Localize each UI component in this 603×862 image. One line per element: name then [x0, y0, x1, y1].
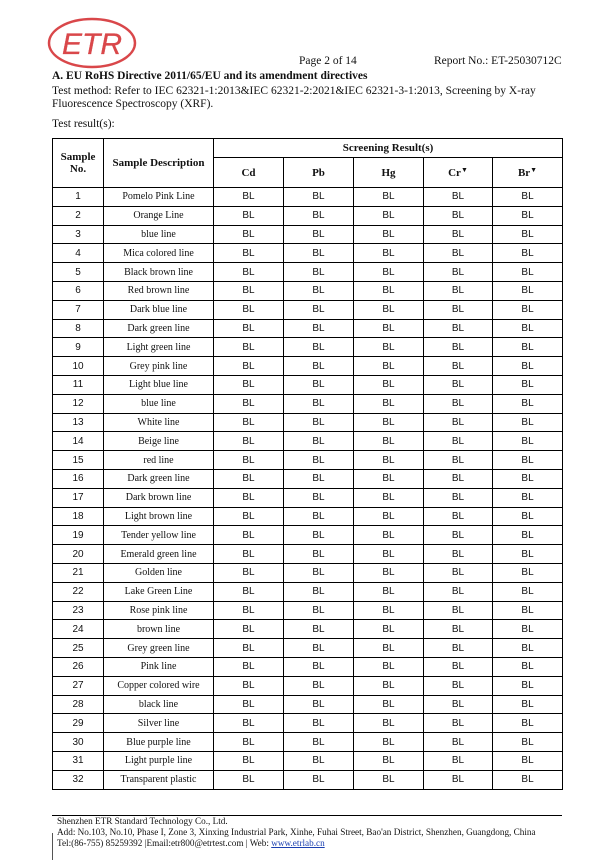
result-cell-pb: BL [284, 563, 354, 582]
result-cell-cr: BL [424, 206, 493, 225]
result-cell-cr: BL [424, 394, 493, 413]
result-cell-br: BL [493, 601, 563, 620]
sample-description-cell: Grey green line [104, 639, 214, 658]
result-cell-cd: BL [214, 451, 284, 470]
header-sample-no: Sample No. [53, 139, 104, 188]
result-cell-cd: BL [214, 300, 284, 319]
table-row [53, 714, 563, 733]
table-row [53, 188, 563, 207]
header-element-cr [424, 158, 493, 188]
sample-no-cell: 10 [53, 357, 104, 376]
result-cell-hg: BL [354, 526, 424, 545]
result-cell-cd: BL [214, 357, 284, 376]
result-cell-cr: BL [424, 601, 493, 620]
sample-description-cell: Dark blue line [104, 300, 214, 319]
result-cell-cd: BL [214, 375, 284, 394]
result-cell-cd: BL [214, 263, 284, 282]
sample-no-cell: 11 [53, 375, 104, 394]
result-cell-br: BL [493, 676, 563, 695]
table-row [53, 733, 563, 752]
result-cell-hg: BL [354, 733, 424, 752]
sample-no-cell: 20 [53, 545, 104, 564]
header-element-pb [284, 158, 354, 188]
sample-description-cell: Red brown line [104, 281, 214, 300]
result-cell-pb: BL [284, 582, 354, 601]
table-row [53, 375, 563, 394]
element-symbol: Pb [312, 166, 325, 179]
result-cell-pb: BL [284, 639, 354, 658]
result-cell-pb: BL [284, 432, 354, 451]
table-row [53, 563, 563, 582]
sample-description-cell: Light brown line [104, 507, 214, 526]
result-cell-br: BL [493, 244, 563, 263]
result-cell-cr: BL [424, 432, 493, 451]
table-row [53, 319, 563, 338]
sample-no-cell: 24 [53, 620, 104, 639]
sample-no-cell: 3 [53, 225, 104, 244]
result-cell-cd: BL [214, 225, 284, 244]
result-cell-br: BL [493, 507, 563, 526]
sample-no-cell: 19 [53, 526, 104, 545]
table-row [53, 281, 563, 300]
result-cell-cd: BL [214, 507, 284, 526]
footer [57, 816, 536, 849]
result-cell-br: BL [493, 206, 563, 225]
result-cell-cd: BL [214, 563, 284, 582]
result-cell-hg: BL [354, 751, 424, 770]
sample-no-cell: 22 [53, 582, 104, 601]
sample-description-cell: Pomelo Pink Line [104, 188, 214, 207]
result-cell-pb: BL [284, 657, 354, 676]
sample-no-cell: 7 [53, 300, 104, 319]
result-cell-pb: BL [284, 507, 354, 526]
result-cell-pb: BL [284, 620, 354, 639]
result-cell-pb: BL [284, 488, 354, 507]
sample-description-cell: brown line [104, 620, 214, 639]
sample-no-cell: 13 [53, 413, 104, 432]
result-cell-hg: BL [354, 451, 424, 470]
sample-no-cell: 21 [53, 563, 104, 582]
result-cell-pb: BL [284, 357, 354, 376]
result-cell-hg: BL [354, 244, 424, 263]
sample-no-cell: 5 [53, 263, 104, 282]
sample-description-cell: Mica colored line [104, 244, 214, 263]
result-cell-pb: BL [284, 394, 354, 413]
result-cell-hg: BL [354, 545, 424, 564]
page-number: Page 2 of 14 [299, 55, 357, 67]
header-element-cd [214, 158, 284, 188]
element-symbol: Cd [241, 166, 256, 179]
header-element-hg [354, 158, 424, 188]
result-cell-cr: BL [424, 413, 493, 432]
result-cell-hg: BL [354, 375, 424, 394]
result-cell-br: BL [493, 338, 563, 357]
table-row [53, 526, 563, 545]
footer-contact-text: Tel:(86-755) 85259392 |Email:etr800@etrtest.com | Web: [57, 838, 272, 848]
result-cell-cd: BL [214, 394, 284, 413]
screening-results-table [52, 138, 563, 790]
result-cell-cd: BL [214, 639, 284, 658]
test-result-label: Test result(s): [52, 118, 115, 130]
sample-description-cell: Light purple line [104, 751, 214, 770]
sample-description-cell: Dark green line [104, 469, 214, 488]
result-cell-hg: BL [354, 657, 424, 676]
result-cell-br: BL [493, 263, 563, 282]
sample-description-cell: Grey pink line [104, 357, 214, 376]
result-cell-br: BL [493, 281, 563, 300]
result-cell-pb: BL [284, 338, 354, 357]
result-cell-hg: BL [354, 488, 424, 507]
sample-no-cell: 12 [53, 394, 104, 413]
result-cell-hg: BL [354, 770, 424, 789]
result-cell-br: BL [493, 733, 563, 752]
result-cell-cd: BL [214, 733, 284, 752]
result-cell-br: BL [493, 770, 563, 789]
sample-description-cell: Light green line [104, 338, 214, 357]
result-cell-br: BL [493, 526, 563, 545]
result-cell-cr: BL [424, 375, 493, 394]
result-cell-cd: BL [214, 676, 284, 695]
sample-no-cell: 23 [53, 601, 104, 620]
result-cell-hg: BL [354, 563, 424, 582]
table-row [53, 469, 563, 488]
footer-web-link[interactable]: www.etrlab.cn [271, 838, 325, 848]
result-cell-br: BL [493, 639, 563, 658]
header-element-br [493, 158, 563, 188]
result-cell-hg: BL [354, 300, 424, 319]
result-cell-br: BL [493, 188, 563, 207]
header-screening-result: Screening Result(s) [214, 139, 563, 158]
result-cell-hg: BL [354, 582, 424, 601]
sample-description-cell: Light blue line [104, 375, 214, 394]
result-cell-br: BL [493, 319, 563, 338]
result-cell-pb: BL [284, 695, 354, 714]
table-row [53, 676, 563, 695]
result-cell-hg: BL [354, 620, 424, 639]
sample-description-cell: blue line [104, 394, 214, 413]
result-cell-br: BL [493, 488, 563, 507]
result-cell-br: BL [493, 695, 563, 714]
result-cell-hg: BL [354, 676, 424, 695]
result-cell-br: BL [493, 582, 563, 601]
result-cell-cd: BL [214, 469, 284, 488]
result-cell-br: BL [493, 357, 563, 376]
result-cell-pb: BL [284, 526, 354, 545]
sample-no-cell: 1 [53, 188, 104, 207]
result-cell-br: BL [493, 657, 563, 676]
table-row [53, 338, 563, 357]
result-cell-hg: BL [354, 281, 424, 300]
result-cell-cd: BL [214, 432, 284, 451]
result-cell-pb: BL [284, 545, 354, 564]
result-cell-cr: BL [424, 319, 493, 338]
result-cell-pb: BL [284, 206, 354, 225]
result-cell-cd: BL [214, 751, 284, 770]
result-cell-cd: BL [214, 338, 284, 357]
result-cell-hg: BL [354, 357, 424, 376]
logo-text: ETR [62, 28, 122, 61]
result-cell-cd: BL [214, 188, 284, 207]
sample-no-cell: 2 [53, 206, 104, 225]
sample-description-cell: blue line [104, 225, 214, 244]
result-cell-pb: BL [284, 281, 354, 300]
result-cell-cd: BL [214, 206, 284, 225]
sample-no-cell: 25 [53, 639, 104, 658]
result-cell-cd: BL [214, 488, 284, 507]
triangle-marker-icon: ▼ [530, 166, 538, 174]
sample-description-cell: Lake Green Line [104, 582, 214, 601]
table-row [53, 695, 563, 714]
result-cell-cr: BL [424, 639, 493, 658]
sample-no-cell: 26 [53, 657, 104, 676]
result-cell-cr: BL [424, 545, 493, 564]
sample-description-cell: White line [104, 413, 214, 432]
table-row [53, 582, 563, 601]
sample-no-cell: 14 [53, 432, 104, 451]
result-cell-pb: BL [284, 263, 354, 282]
result-cell-cr: BL [424, 244, 493, 263]
table-row [53, 620, 563, 639]
table-row [53, 770, 563, 789]
sample-no-cell: 16 [53, 469, 104, 488]
sample-description-cell: red line [104, 451, 214, 470]
result-cell-cr: BL [424, 751, 493, 770]
result-cell-hg: BL [354, 413, 424, 432]
sample-no-cell: 17 [53, 488, 104, 507]
result-cell-cr: BL [424, 357, 493, 376]
table-row [53, 300, 563, 319]
sample-description-cell: Copper colored wire [104, 676, 214, 695]
result-cell-cr: BL [424, 695, 493, 714]
section-heading: A. EU RoHS Directive 2011/65/EU and its amendment directives [52, 70, 368, 82]
result-cell-cr: BL [424, 770, 493, 789]
sample-description-cell: Emerald green line [104, 545, 214, 564]
result-cell-cr: BL [424, 526, 493, 545]
result-cell-pb: BL [284, 751, 354, 770]
sample-no-cell: 27 [53, 676, 104, 695]
table-row [53, 357, 563, 376]
result-cell-cd: BL [214, 620, 284, 639]
table-row [53, 263, 563, 282]
result-cell-cd: BL [214, 413, 284, 432]
result-cell-hg: BL [354, 601, 424, 620]
table-row [53, 545, 563, 564]
table-row [53, 488, 563, 507]
result-cell-br: BL [493, 469, 563, 488]
result-cell-cr: BL [424, 582, 493, 601]
result-cell-hg: BL [354, 639, 424, 658]
result-cell-br: BL [493, 432, 563, 451]
result-cell-cr: BL [424, 657, 493, 676]
result-cell-hg: BL [354, 338, 424, 357]
result-cell-br: BL [493, 394, 563, 413]
result-cell-cr: BL [424, 469, 493, 488]
result-cell-pb: BL [284, 733, 354, 752]
triangle-marker-icon: ▼ [460, 166, 468, 174]
table-row [53, 432, 563, 451]
sample-description-cell: Beige line [104, 432, 214, 451]
sample-no-cell: 15 [53, 451, 104, 470]
result-cell-br: BL [493, 620, 563, 639]
sample-no-cell: 18 [53, 507, 104, 526]
element-symbol: Hg [381, 166, 396, 179]
result-cell-hg: BL [354, 263, 424, 282]
result-cell-cd: BL [214, 545, 284, 564]
result-cell-cr: BL [424, 225, 493, 244]
result-cell-hg: BL [354, 206, 424, 225]
result-cell-pb: BL [284, 451, 354, 470]
element-symbol: Br [517, 167, 531, 179]
result-cell-pb: BL [284, 375, 354, 394]
result-cell-br: BL [493, 545, 563, 564]
result-cell-pb: BL [284, 188, 354, 207]
result-cell-pb: BL [284, 413, 354, 432]
result-cell-cd: BL [214, 582, 284, 601]
result-cell-pb: BL [284, 225, 354, 244]
result-cell-cr: BL [424, 338, 493, 357]
result-cell-cr: BL [424, 188, 493, 207]
result-cell-cd: BL [214, 770, 284, 789]
sample-no-cell: 31 [53, 751, 104, 770]
result-cell-cd: BL [214, 526, 284, 545]
table-row [53, 413, 563, 432]
table-row [53, 244, 563, 263]
sample-no-cell: 4 [53, 244, 104, 263]
sample-description-cell: Silver line [104, 714, 214, 733]
result-cell-cr: BL [424, 620, 493, 639]
result-cell-cd: BL [214, 244, 284, 263]
result-cell-pb: BL [284, 319, 354, 338]
result-cell-br: BL [493, 451, 563, 470]
result-cell-cr: BL [424, 563, 493, 582]
result-cell-hg: BL [354, 469, 424, 488]
result-cell-br: BL [493, 714, 563, 733]
sample-no-cell: 30 [53, 733, 104, 752]
result-cell-br: BL [493, 563, 563, 582]
table-row [53, 639, 563, 658]
result-cell-hg: BL [354, 507, 424, 526]
result-cell-cr: BL [424, 507, 493, 526]
result-cell-hg: BL [354, 319, 424, 338]
result-cell-hg: BL [354, 432, 424, 451]
footer-company: Shenzhen ETR Standard Technology Co., Ltd. [57, 816, 228, 826]
header-sample-description: Sample Description [104, 139, 214, 188]
result-cell-pb: BL [284, 714, 354, 733]
result-cell-cd: BL [214, 601, 284, 620]
result-cell-cr: BL [424, 733, 493, 752]
table-row [53, 507, 563, 526]
result-cell-hg: BL [354, 188, 424, 207]
sample-no-cell: 9 [53, 338, 104, 357]
result-cell-cr: BL [424, 676, 493, 695]
sample-description-cell: Pink line [104, 657, 214, 676]
result-cell-pb: BL [284, 770, 354, 789]
table-row [53, 225, 563, 244]
result-cell-cr: BL [424, 300, 493, 319]
sample-no-cell: 8 [53, 319, 104, 338]
table-row [53, 657, 563, 676]
result-cell-pb: BL [284, 300, 354, 319]
result-cell-hg: BL [354, 714, 424, 733]
result-cell-cr: BL [424, 281, 493, 300]
footer-address: Add: No.103, No.10, Phase I, Zone 3, Xinxing Industrial Park, Xinhe, Fuhai Street, Bao'an District, Shenzhen, Guangdong, China [57, 827, 536, 837]
table-row [53, 751, 563, 770]
result-cell-br: BL [493, 225, 563, 244]
table-row [53, 601, 563, 620]
sample-description-cell: Dark green line [104, 319, 214, 338]
result-cell-br: BL [493, 300, 563, 319]
element-symbol: Cr [448, 167, 461, 179]
result-cell-hg: BL [354, 695, 424, 714]
result-cell-br: BL [493, 413, 563, 432]
table-row [53, 394, 563, 413]
result-cell-cd: BL [214, 319, 284, 338]
sample-description-cell: Blue purple line [104, 733, 214, 752]
sample-description-cell: Golden line [104, 563, 214, 582]
sample-description-cell: Dark brown line [104, 488, 214, 507]
result-cell-cd: BL [214, 714, 284, 733]
result-cell-br: BL [493, 751, 563, 770]
sample-no-cell: 29 [53, 714, 104, 733]
result-cell-cr: BL [424, 263, 493, 282]
result-cell-cd: BL [214, 281, 284, 300]
table-row [53, 451, 563, 470]
sample-description-cell: Transparent plastic [104, 770, 214, 789]
sample-no-cell: 6 [53, 281, 104, 300]
footer-contact [57, 838, 536, 849]
result-cell-cd: BL [214, 657, 284, 676]
result-cell-cd: BL [214, 695, 284, 714]
result-cell-hg: BL [354, 394, 424, 413]
sample-description-cell: Black brown line [104, 263, 214, 282]
result-cell-pb: BL [284, 469, 354, 488]
sample-description-cell: Orange Line [104, 206, 214, 225]
result-cell-cr: BL [424, 714, 493, 733]
result-cell-pb: BL [284, 676, 354, 695]
etr-logo [47, 17, 137, 69]
test-method: Test method: Refer to IEC 62321-1:2013&IEC 62321-2:2021&IEC 62321-3-1:2013, Screening by X-ray Fluorescence Spectroscopy (XRF). [52, 85, 536, 110]
sample-no-cell: 32 [53, 770, 104, 789]
result-cell-br: BL [493, 375, 563, 394]
result-cell-hg: BL [354, 225, 424, 244]
sample-description-cell: black line [104, 695, 214, 714]
sample-description-cell: Rose pink line [104, 601, 214, 620]
sample-no-cell: 28 [53, 695, 104, 714]
result-cell-pb: BL [284, 244, 354, 263]
report-number: Report No.: ET-25030712C [434, 55, 562, 67]
table-row [53, 206, 563, 225]
result-cell-cr: BL [424, 488, 493, 507]
sample-description-cell: Tender yellow line [104, 526, 214, 545]
result-cell-pb: BL [284, 601, 354, 620]
footer-left-bar [52, 833, 53, 860]
result-cell-cr: BL [424, 451, 493, 470]
